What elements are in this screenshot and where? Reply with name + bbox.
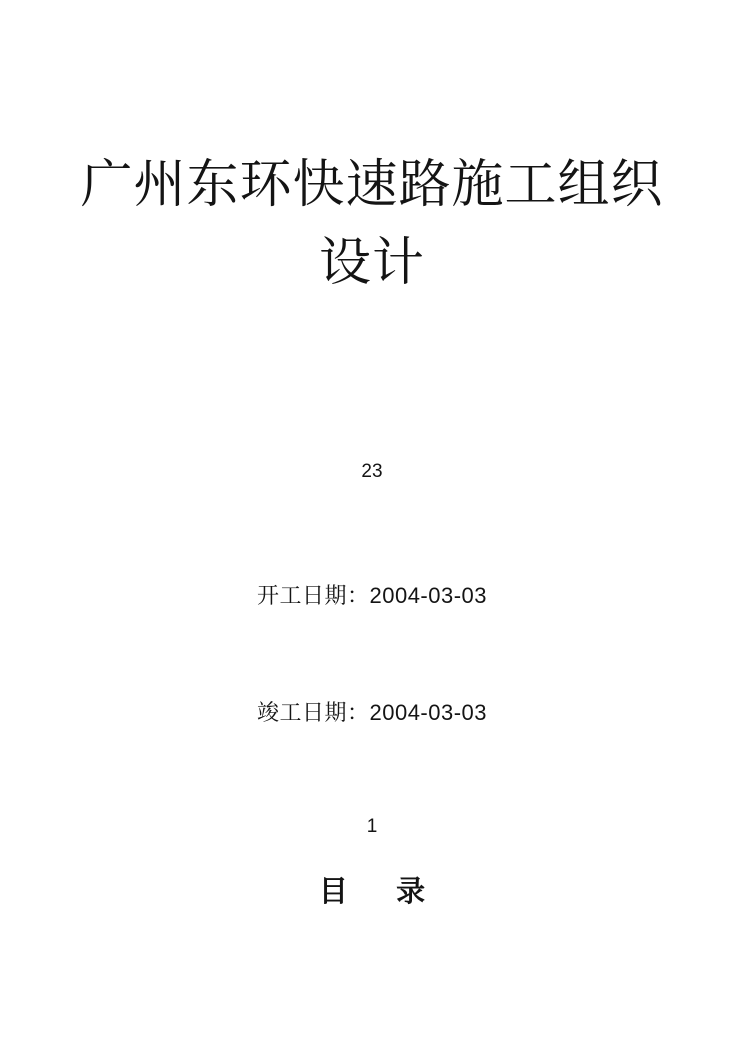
- finish-date-line: [0, 698, 744, 728]
- document-title-line-1: 广州东环快速路施工组织: [80, 155, 664, 215]
- finish-date-label: 竣工日期：: [256, 700, 370, 725]
- finish-date-value: 2004-03-03: [369, 700, 488, 725]
- start-date-value: 2004-03-03: [369, 583, 488, 608]
- document-title: [0, 146, 744, 302]
- page-number: 1: [366, 816, 378, 837]
- document-title-line-2: 设计: [318, 233, 425, 293]
- middle-number: 23: [361, 461, 383, 482]
- toc-heading: 目 录: [318, 876, 426, 908]
- start-date-label: 开工日期：: [256, 583, 370, 608]
- start-date-line: [0, 581, 744, 611]
